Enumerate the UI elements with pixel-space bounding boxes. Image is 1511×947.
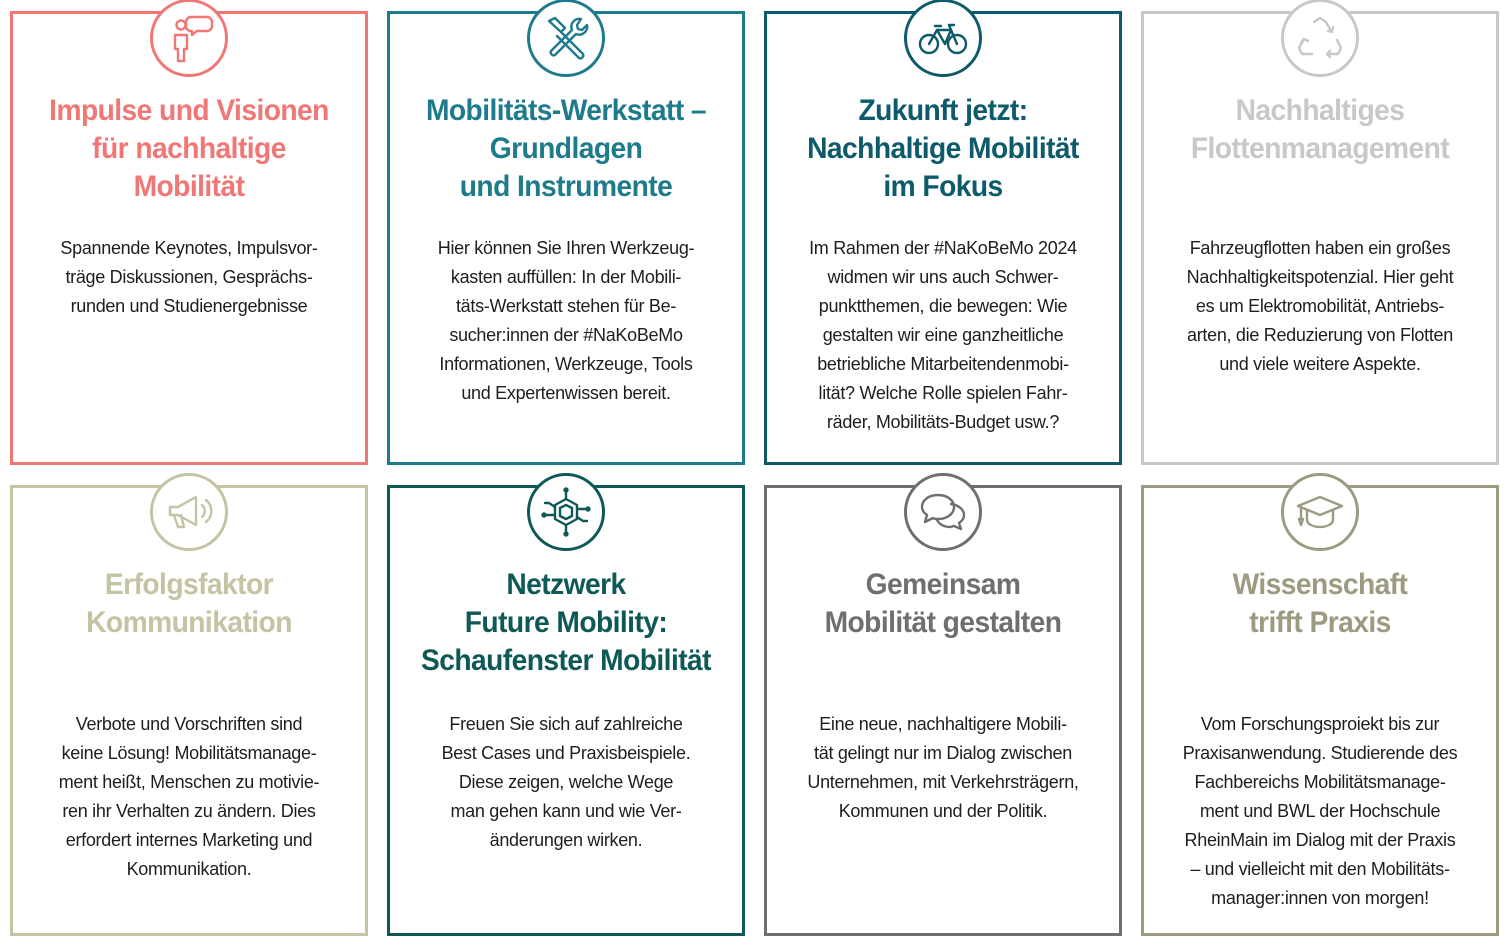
card-title: Nachhaltiges Flottenmanagement: [1190, 94, 1450, 165]
card-title: Mobilitäts-Werkstatt – Grundlagen und Instrumente: [425, 94, 707, 203]
card-zukunft-jetzt: [764, 11, 1122, 465]
card-title: Erfolgsfaktor Kommunikation: [86, 568, 292, 639]
card-gemeinsam-gestalten: [764, 485, 1122, 936]
card-description: Verbote und Vorschriften sind keine Lösung! Mobilitätsmanage- ment heißt, Menschen zu motivie- ren ihr Verhalten zu ändern. Dies erfordert internes Marketing und Kommunikation.: [58, 714, 320, 879]
card-title: Zukunft jetzt: Nachhaltige Mobilität im Fokus: [807, 94, 1079, 203]
card-title: Impulse und Visionen für nachhaltige Mobilität: [49, 94, 329, 203]
card-impulse-visionen: [10, 11, 368, 465]
card-title: Gemeinsam Mobilität gestalten: [824, 568, 1062, 639]
card-kommunikation: [10, 485, 368, 936]
card-mobilitaets-werkstatt: [387, 11, 745, 465]
network-chip-icon: [527, 473, 605, 551]
card-description: Im Rahmen der #NaKoBeMo 2024 widmen wir uns auch Schwer- punktthemen, die bewegen: Wie gestalten wir eine ganzheitliche betriebliche Mitarbeitendenmobi- lität? Welche Rolle spielen Fahr- räder, Mobilitäts-Budget usw.?: [809, 238, 1077, 432]
card-wissenschaft-praxis: [1141, 485, 1499, 936]
card-description: Vom Forschungsproiekt bis zur Praxisanwendung. Studierende des Fachbereichs Mobilitätsmanage- ment und BWL der Hochschule RheinMain im Dialog mit der Praxis – und vielleicht mit den Mobilitäts- manager:innen von morgen!: [1182, 714, 1458, 908]
chat-bubbles-icon: [904, 473, 982, 551]
card-flottenmanagement: [1141, 11, 1499, 465]
tools-icon: [527, 0, 605, 77]
graduation-cap-icon: [1281, 473, 1359, 551]
card-description: Freuen Sie sich auf zahlreiche Best Cases und Praxisbeispiele. Diese zeigen, welche Wege man gehen kann und wie Ver- änderungen wirken.: [441, 714, 691, 850]
bicycle-icon: [904, 0, 982, 77]
card-title: Netzwerk Future Mobility: Schaufenster Mobilität: [420, 568, 711, 677]
person-speech-icon: [150, 0, 228, 77]
card-description: Hier können Sie Ihren Werkzeug- kasten auffüllen: In der Mobili- täts-Werkstatt stehen für Be- sucher:innen der #NaKoBeMo Informationen, Werkzeuge, Tools und Expertenwissen bereit.: [437, 238, 695, 403]
card-title: Wissenschaft trifft Praxis: [1232, 568, 1408, 639]
card-description: Spannende Keynotes, Impulsvor- träge Diskussionen, Gesprächs- runden und Studienergebnisse: [60, 238, 318, 316]
card-netzwerk-future-mobility: [387, 485, 745, 936]
megaphone-icon: [150, 473, 228, 551]
recycle-icon: [1281, 0, 1359, 77]
card-description: Eine neue, nachhaltigere Mobili- tät gelingt nur im Dialog zwischen Unternehmen, mit Verkehrsträgern, Kommunen und der Politik.: [807, 714, 1079, 821]
card-description: Fahrzeugflotten haben ein großes Nachhaltigkeitspotenzial. Hier geht es um Elektromobilität, Antriebs- arten, die Reduzierung von Flotten und viele weitere Aspekte.: [1186, 238, 1454, 374]
